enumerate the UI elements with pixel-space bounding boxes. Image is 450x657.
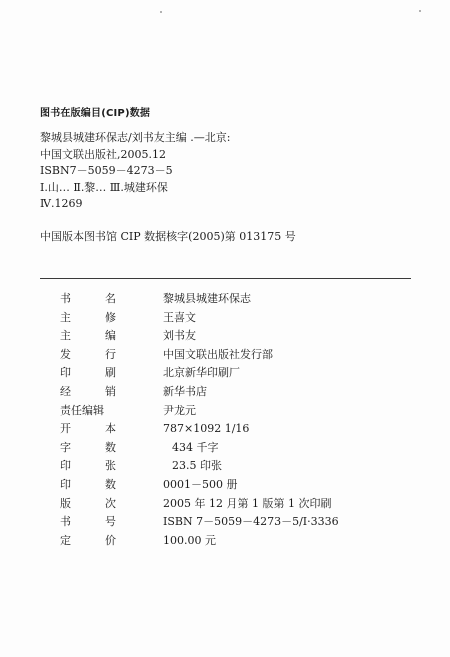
colophon-label bbox=[60, 495, 116, 514]
colophon-row-title bbox=[60, 290, 410, 309]
colophon-table bbox=[60, 290, 410, 550]
colophon-label-char: 开 bbox=[60, 422, 71, 436]
cip-subject-line: Ⅰ.山… Ⅱ.黎… Ⅲ.城建环保 bbox=[40, 180, 168, 194]
scan-speck bbox=[160, 11, 162, 13]
colophon-value: 787×1092 1/16 bbox=[163, 422, 250, 436]
colophon-row-printer bbox=[60, 364, 410, 383]
colophon-row-chief-compiler bbox=[60, 309, 410, 328]
colophon-label-char: 号 bbox=[105, 515, 116, 529]
cip-number: 中国版本图书馆 CIP 数据核字(2005)第 013175 号 bbox=[40, 230, 296, 243]
scan-speck bbox=[419, 10, 421, 12]
colophon-label-char: 主 bbox=[60, 329, 71, 343]
colophon-label-char: 本 bbox=[105, 422, 116, 436]
colophon-label-char: 印 bbox=[60, 459, 71, 473]
colophon-label-char: 版 bbox=[60, 496, 71, 510]
colophon-label-char: 编 bbox=[105, 329, 116, 343]
colophon-label bbox=[60, 476, 116, 495]
colophon-value: 新华书店 bbox=[163, 384, 207, 398]
colophon-label bbox=[60, 327, 116, 346]
colophon-label-char: 次 bbox=[105, 496, 116, 510]
colophon-label bbox=[60, 364, 116, 383]
colophon-row-distribution bbox=[60, 346, 410, 365]
colophon-value: 刘书友 bbox=[163, 329, 196, 343]
cip-heading: 图书在版编目(CIP)数据 bbox=[40, 108, 151, 119]
colophon-label-char: 定 bbox=[60, 533, 71, 547]
colophon-value: 434 千字 bbox=[172, 440, 219, 454]
colophon-label-char: 印 bbox=[60, 366, 71, 380]
colophon-row-distributor bbox=[60, 383, 410, 402]
colophon-value: 23.5 印张 bbox=[172, 459, 222, 473]
colophon-row-responsible-editor bbox=[60, 402, 410, 421]
colophon-label-char: 数 bbox=[105, 477, 116, 491]
colophon-value: 尹龙元 bbox=[163, 403, 196, 417]
colophon-value: 中国文联出版社发行部 bbox=[163, 347, 273, 361]
colophon-label-char: 数 bbox=[105, 440, 116, 454]
colophon-row-editor-in-chief bbox=[60, 327, 410, 346]
colophon-label bbox=[60, 290, 116, 309]
colophon-value: 北京新华印刷厂 bbox=[163, 366, 240, 380]
colophon-value: 0001－500 册 bbox=[163, 477, 238, 491]
cip-isbn-line: ISBN7－5059－4273－5 bbox=[40, 164, 173, 177]
colophon-row-price bbox=[60, 532, 410, 551]
colophon-label bbox=[60, 439, 116, 458]
colophon-label bbox=[60, 346, 116, 365]
colophon-value: ISBN 7－5059－4273－5/I·3336 bbox=[163, 515, 339, 529]
colophon-label-char: 名 bbox=[105, 292, 116, 305]
colophon-label-char: 书 bbox=[60, 515, 71, 529]
cip-publisher-line: 中国文联出版社,2005.12 bbox=[40, 147, 166, 161]
colophon-row-word-count bbox=[60, 439, 410, 458]
colophon-label-char: 经 bbox=[60, 384, 71, 398]
cip-record bbox=[40, 130, 420, 213]
colophon-label: 责任编辑 bbox=[60, 403, 104, 417]
cip-classification-line: Ⅳ.1269 bbox=[40, 197, 83, 210]
colophon-row-format bbox=[60, 420, 410, 439]
cip-title-line: 黎城县城建环保志/刘书友主编 .—北京: bbox=[40, 131, 231, 144]
colophon-label-char: 字 bbox=[60, 440, 71, 454]
colophon-value: 2005 年 12 月第 1 版第 1 次印刷 bbox=[163, 496, 332, 510]
colophon-label-char: 价 bbox=[105, 533, 116, 547]
colophon-value: 黎城县城建环保志 bbox=[163, 292, 251, 305]
colophon-label-char: 印 bbox=[60, 477, 71, 491]
colophon-label-char: 张 bbox=[105, 459, 116, 473]
colophon-label bbox=[60, 513, 116, 532]
colophon-label-char: 修 bbox=[105, 310, 116, 324]
colophon-label bbox=[60, 309, 116, 328]
colophon-label bbox=[60, 532, 116, 551]
colophon-label-char: 主 bbox=[60, 310, 71, 324]
colophon-label-char: 刷 bbox=[105, 366, 116, 380]
colophon-label-char: 书 bbox=[60, 292, 71, 305]
colophon-label bbox=[60, 420, 116, 439]
colophon-value: 100.00 元 bbox=[163, 533, 216, 547]
divider-rule bbox=[40, 278, 411, 279]
colophon-label-char: 行 bbox=[105, 347, 116, 361]
colophon-row-print-run bbox=[60, 476, 410, 495]
colophon-label bbox=[60, 457, 116, 476]
colophon-row-book-number bbox=[60, 513, 410, 532]
colophon-label-char: 发 bbox=[60, 347, 71, 361]
colophon-label-char: 销 bbox=[105, 384, 116, 398]
colophon-row-edition bbox=[60, 495, 410, 514]
colophon-label bbox=[60, 383, 116, 402]
colophon-value: 王喜文 bbox=[163, 310, 196, 324]
colophon-row-printed-sheets bbox=[60, 457, 410, 476]
